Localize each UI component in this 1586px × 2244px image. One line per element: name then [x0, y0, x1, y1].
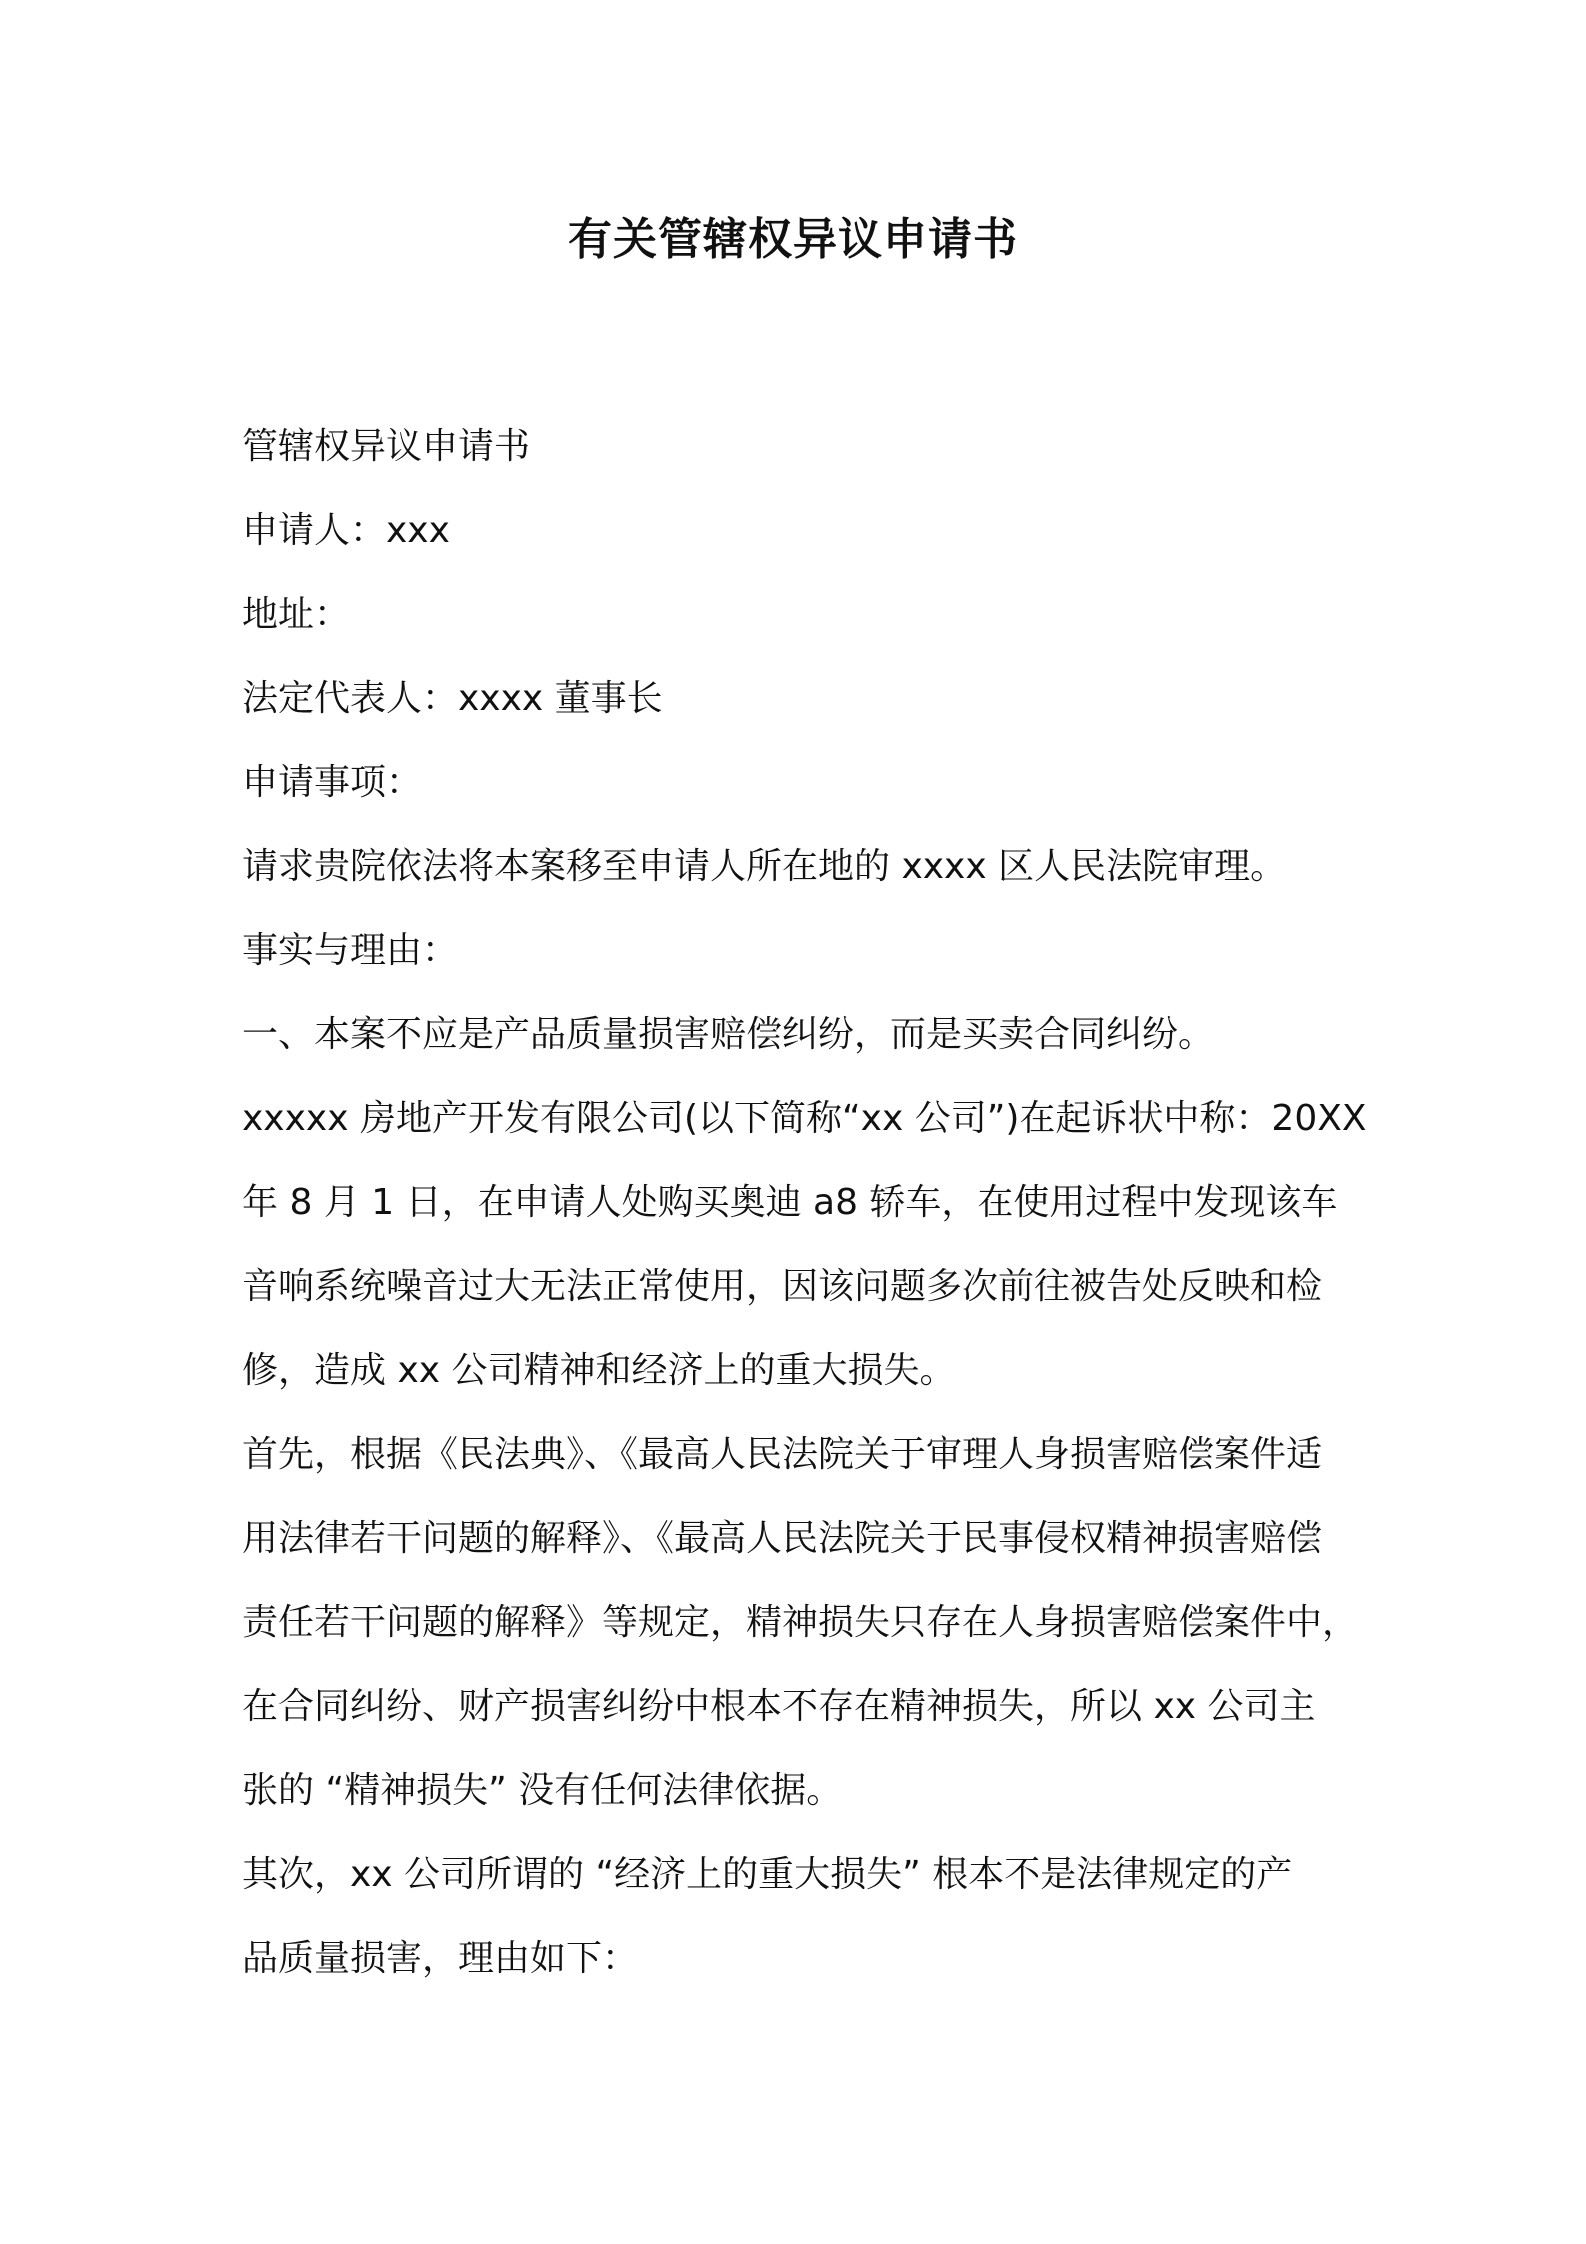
subtitle-line: 管辖权异议申请书 — [242, 426, 531, 467]
address-line: 地址： — [242, 594, 351, 635]
request-content: 请求贵院依法将本案移至申请人所在地的 xxxx 区人民法院审理。 — [242, 846, 1287, 887]
facts-heading: 事实与理由： — [242, 930, 459, 971]
paragraph-row: 音响系统噪音过大无法正常使用，因该问题多次前往被告处反映和检 — [242, 1266, 1323, 1307]
paragraph-row: 责任若干问题的解释》等规定，精神损失只存在人身损害赔偿案件中， — [242, 1602, 1359, 1643]
document-title: 有关管辖权异议申请书 — [568, 214, 1018, 265]
document-body — [242, 405, 1367, 2001]
request-heading: 申请事项： — [242, 762, 423, 803]
paragraph-row: 品质量损害，理由如下： — [242, 1938, 639, 1979]
legal-representative-line: 法定代表人：xxxx 董事长 — [242, 678, 663, 719]
paragraph-row: 首先，根据《民法典》、《最高人民法院关于审理人身损害赔偿案件适 — [242, 1434, 1323, 1475]
paragraph-row: xxxxx 房地产开发有限公司(以下简称“xx 公司”)在起诉状中称：20XX — [242, 1098, 1367, 1139]
paragraph-second-reason — [242, 1833, 1352, 2001]
paragraph-row: 在合同纠纷、财产损害纠纷中根本不存在精神损失，所以 xx 公司主 — [242, 1686, 1316, 1727]
paragraph-row: 用法律若干问题的解释》、《最高人民法院关于民事侵权精神损害赔偿 — [242, 1518, 1323, 1559]
paragraph-claim — [242, 1077, 1367, 1413]
paragraph-row: 修，造成 xx 公司精神和经济上的重大损失。 — [242, 1350, 956, 1391]
paragraph-row: 张的 “精神损失” 没有任何法律依据。 — [242, 1770, 843, 1811]
paragraph-row: 年 8 月 1 日，在申请人处购买奥迪 a8 轿车，在使用过程中发现该车 — [242, 1182, 1338, 1223]
paragraph-first-reason — [242, 1413, 1359, 1833]
paragraph-row: 其次，xx 公司所谓的 “经济上的重大损失” 根本不是法律规定的产 — [242, 1854, 1293, 1895]
applicant-line: 申请人：xxx — [242, 510, 450, 551]
section-one-heading: 一、本案不应是产品质量损害赔偿纠纷，而是买卖合同纠纷。 — [242, 1014, 1215, 1055]
